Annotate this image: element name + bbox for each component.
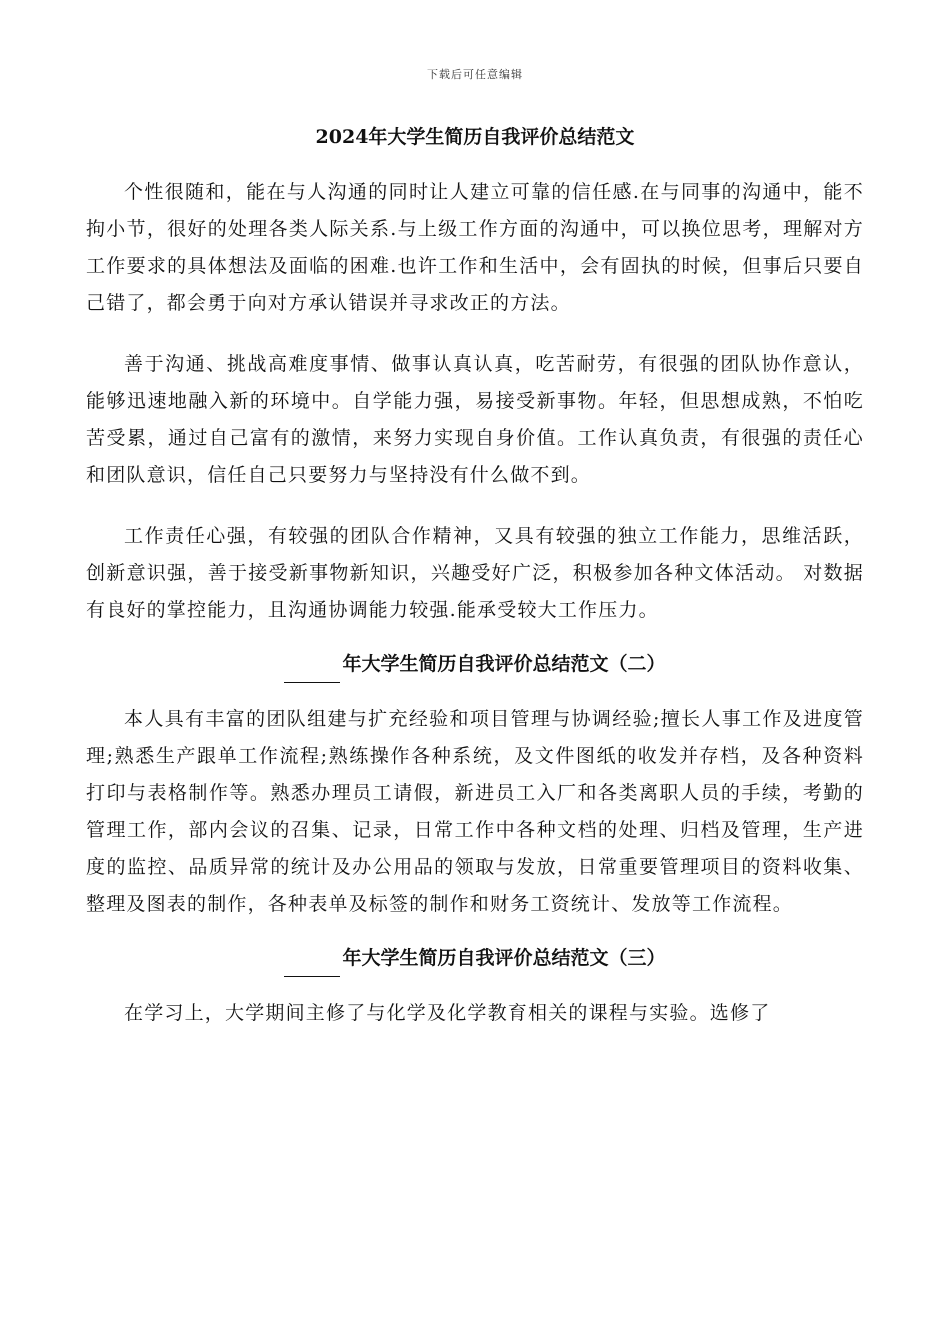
- paragraph-1: 个性很随和，能在与人沟通的同时让人建立可靠的信任感.在与同事的沟通中，能不拘小节，很好的处理各类人际关系.与上级工作方面的沟通中，可以换位思考，理解对方工作要求的具体想法及面临的困难.也许工作和生活中，会有固执的时候，但事后只要自己错了，都会勇于向对方承认错误并寻求改正的方法。: [86, 181, 864, 314]
- section-3-title: [86, 939, 864, 977]
- document-body: [86, 118, 864, 1056]
- section-2-title: [86, 645, 864, 683]
- header-note: 下载后可任意编辑: [427, 68, 523, 81]
- section-3-title-text: 年大学生简历自我评价总结范文（三）: [342, 947, 666, 969]
- section-2-title-text: 年大学生简历自我评价总结范文（二）: [342, 653, 666, 675]
- section-2-paragraph: 本人具有丰富的团队组建与扩充经验和项目管理与协调经验;擅长人事工作及进度管理;熟悉生产跟单工作流程;熟练操作各种系统，及文件图纸的收发并存档，及各种资料打印与表格制作等。熟悉办理员工请假，新进员工入厂和各类离职人员的手续，考勤的管理工作，部内会议的召集、记录，日常工作中各种文档的处理、归档及管理，生产进度的监控、品质异常的统计及办公用品的领取与发放，日常重要管理项目的资料收集、整理及图表的制作，各种表单及标签的制作和财务工资统计、发放等工作流程。: [86, 708, 864, 915]
- paragraph-3: 工作责任心强，有较强的团队合作精神，又具有较强的独立工作能力，思维活跃，创新意识强，善于接受新事物新知识，兴趣受好广泛，积极参加各种文体活动。 对数据有良好的掌控能力，且沟通协调能力较强.能承受较大工作压力。: [86, 525, 864, 621]
- year-blank: [284, 658, 340, 683]
- paragraph-2: 善于沟通、挑战高难度事情、做事认真认真，吃苦耐劳，有很强的团队协作意认，能够迅速地融入新的环境中。自学能力强，易接受新事物。年轻，但思想成熟，不怕吃苦受累，通过自己富有的激情，来努力实现自身价值。工作认真负责，有很强的责任心和团队意识，信任自己只要努力与坚持没有什么做不到。: [86, 353, 864, 486]
- document-title: 2024年大学生简历自我评价总结范文: [315, 126, 635, 148]
- section-3-paragraph: 在学习上，大学期间主修了与化学及化学教育相关的课程与实验。选修了: [124, 1002, 771, 1024]
- year-blank: [284, 952, 340, 977]
